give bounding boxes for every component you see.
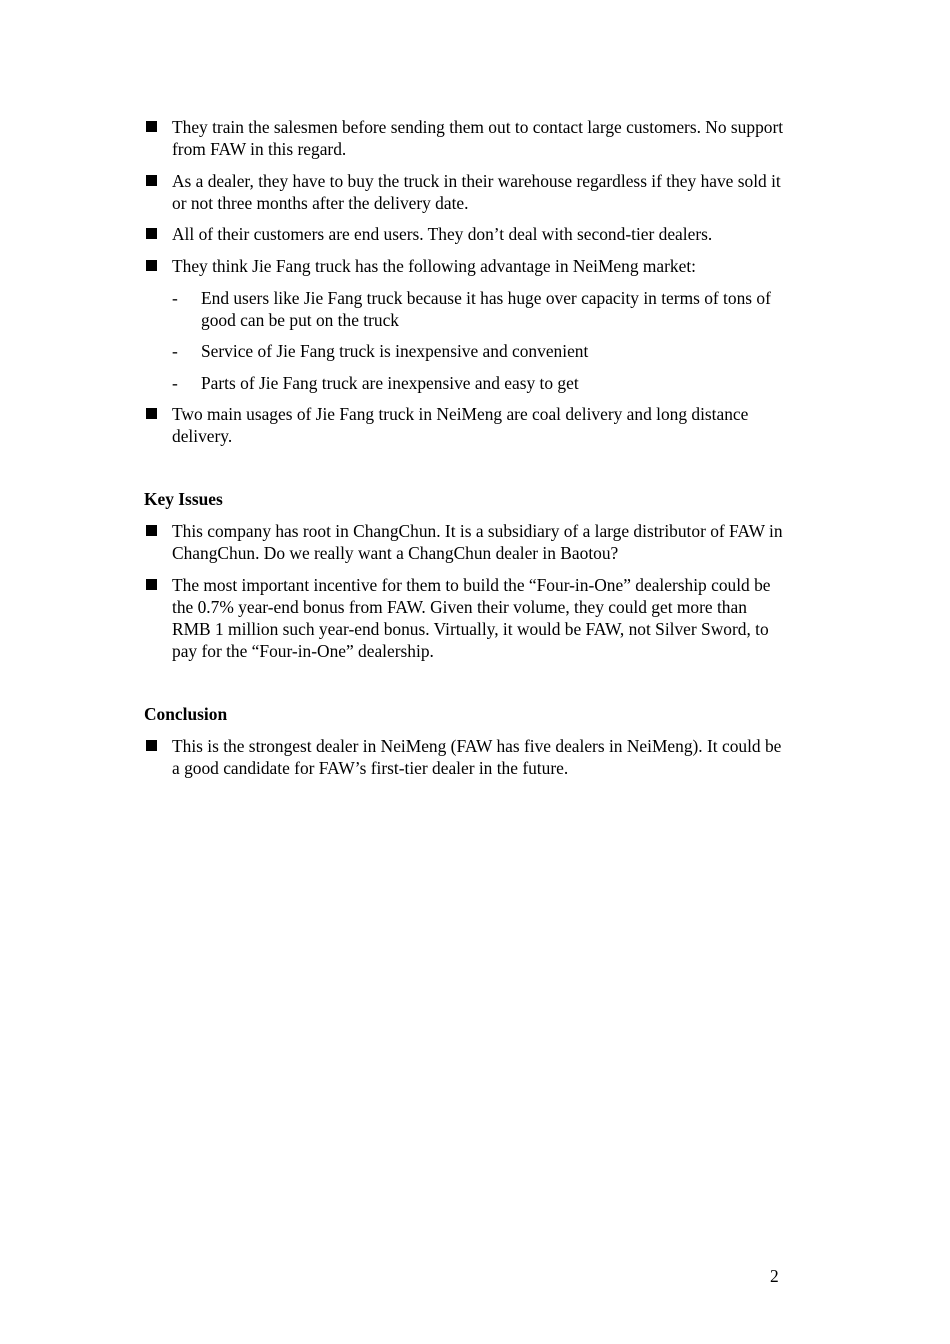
square-bullet-icon <box>146 408 157 419</box>
square-bullet-icon <box>146 228 157 239</box>
square-bullet-icon <box>146 740 157 751</box>
list-item-text: This is the strongest dealer in NeiMeng (FAW has five dealers in NeiMeng). It could be a good candidate for FAW’s first-tier dealer in the future. <box>172 736 782 778</box>
list-item-text: All of their customers are end users. They don’t deal with second-tier dealers. <box>172 224 713 244</box>
sub-list-item-text: Service of Jie Fang truck is inexpensive and convenient <box>201 341 589 361</box>
conclusion-heading: Conclusion <box>144 704 228 724</box>
dash-bullet-icon: - <box>172 373 178 393</box>
list-item-text: This company has root in ChangChun. It is a subsidiary of a large distributor of FAW in ChangChun. Do we really want a ChangChun dealer in Baotou? <box>172 521 783 563</box>
sub-list-item-text: End users like Jie Fang truck because it has huge over capacity in terms of tons of good can be put on the truck <box>201 288 771 330</box>
page-number: 2 <box>770 1266 779 1286</box>
list-item-text: They train the salesmen before sending them out to contact large customers. No support from FAW in this regard. <box>172 117 784 159</box>
list-item-text: Two main usages of Jie Fang truck in NeiMeng are coal delivery and long distance delivery. <box>172 404 749 446</box>
list-item-text: The most important incentive for them to build the “Four-in-One” dealership could be the 0.7% year-end bonus from FAW. Given their volume, they could get more than RMB 1 million such year-end bonus. Virtually, it would be FAW, not Silver Sword, to pay for the “Four-in-One” dealership. <box>172 575 771 661</box>
key-issues-heading: Key Issues <box>144 489 223 509</box>
list-item-text: As a dealer, they have to buy the truck in their warehouse regardless if they have sold it or not three months after the delivery date. <box>172 171 781 213</box>
square-bullet-icon <box>146 525 157 536</box>
square-bullet-icon <box>146 175 157 186</box>
square-bullet-icon <box>146 121 157 132</box>
dash-bullet-icon: - <box>172 288 178 308</box>
sub-list-item-text: Parts of Jie Fang truck are inexpensive and easy to get <box>201 373 579 393</box>
list-item-text: They think Jie Fang truck has the following advantage in NeiMeng market: <box>172 256 697 276</box>
dash-bullet-icon: - <box>172 341 178 361</box>
square-bullet-icon <box>146 579 157 590</box>
square-bullet-icon <box>146 260 157 271</box>
